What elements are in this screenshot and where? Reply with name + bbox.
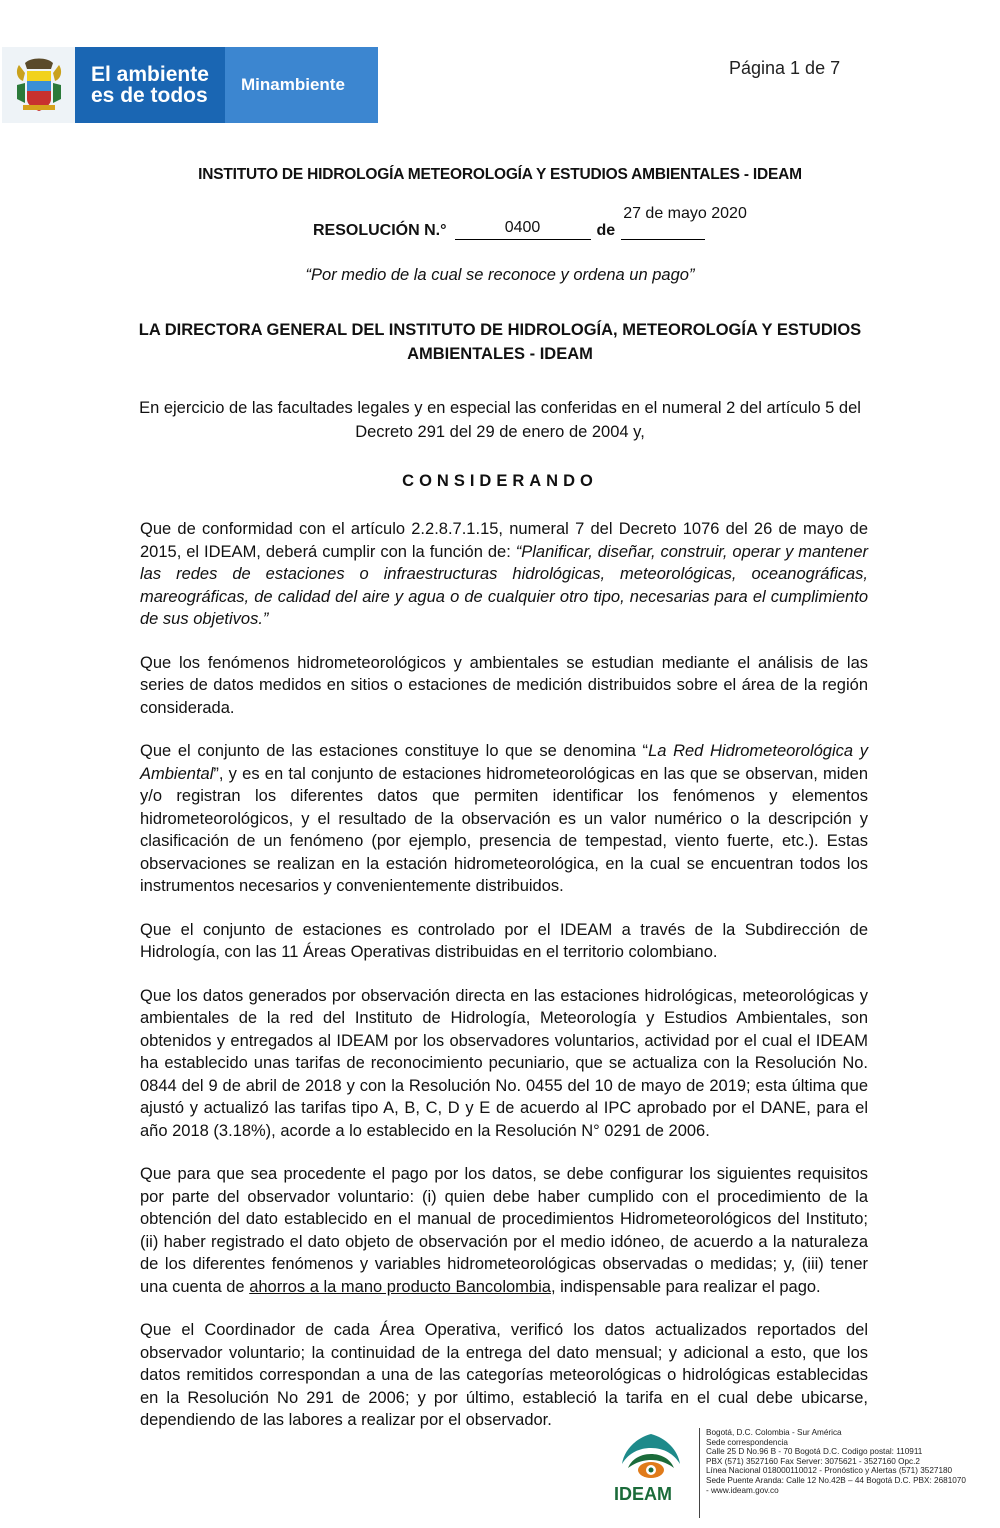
- considerando-heading: CONSIDERANDO: [402, 472, 598, 490]
- paragraph-7: Que el Coordinador de cada Área Operativa, verificó los datos actualizados reportados del observador voluntario; la continuidad de la entrega del dato mensual; y adicional a esto, que los datos remitidos correspondan a una de las categorías meteorológicas o hidrológicas establecidas en la Resolución No 291 de 2006; y por último, estableció la tarifa en el cual debe ubicarse, dependiendo de las labores a realizar por el observador.: [140, 1321, 868, 1429]
- footer-divider: [699, 1428, 700, 1518]
- ejercicio-text: [0, 396, 1000, 444]
- address-line: Sede correspondencia: [706, 1437, 788, 1447]
- paragraph-1: [140, 518, 868, 631]
- address-line: Bogotá, D.C. Colombia - Sur América: [706, 1428, 842, 1437]
- page-number: Página 1 de 7: [729, 58, 841, 78]
- ejercicio-line-1: En ejercicio de las facultades legales y en especial las conferidas en el numeral 2 del artículo 5 del: [139, 399, 861, 417]
- paragraph-6: [140, 1163, 868, 1298]
- paragraph-4: Que el conjunto de estaciones es controlado por el IDEAM a través de la Subdirección de Hidrología, con las 11 Áreas Operativas distribuidas en el territorio colombiano.: [140, 920, 868, 961]
- banner-line-1: El ambiente: [91, 63, 209, 86]
- directora-line-2: AMBIENTALES - IDEAM: [407, 345, 593, 363]
- directora-line-1: LA DIRECTORA GENERAL DEL INSTITUTO DE HIDROLOGÍA, METEOROLOGÍA Y ESTUDIOS: [138, 321, 862, 339]
- paragraph-5: Que los datos generados por observación directa en las estaciones hidrológicas, meteorológicas y ambientales de la red del Instituto de Hidrología, Meteorología y Estudios Ambientales, son obtenidos y entregados al IDEAM por los observadores voluntarios, actividad por el cual el IDEAM ha establecido unas tarifas de reconocimiento pecuniario, que se actualiza con la Resolución No. 0844 del 9 de abril de 2018 y con la Resolución No. 0455 del 10 de mayo de 2019; esta última que ajustó y actualizó las tarifas tipo A, B, C, D y E de acuerdo al IPC aprobado por el DANE, para el año 2018 (3.18%), acorde a lo establecido en la Resolución N° 0291 de 2006.: [140, 986, 868, 1140]
- resolution-date-value: 27 de mayo 2020: [623, 205, 747, 222]
- address-line: Línea Nacional 018000110012 - Pronóstico y Alertas (571) 3527180: [706, 1466, 953, 1476]
- directora-heading: [0, 318, 1000, 366]
- banner-slogan: [75, 47, 225, 123]
- resolution-label: RESOLUCIÓN N.°: [313, 222, 447, 239]
- resolution-motto: “Por medio de la cual se reconoce y ordena un pago”: [305, 266, 695, 284]
- ejercicio-line-2: Decreto 291 del 29 de enero de 2004 y,: [355, 423, 645, 441]
- paragraph-3-text-a: Que el conjunto de las estaciones constituye lo que se denomina “: [140, 742, 649, 760]
- paragraph-1-text: Que de conformidad con el artículo 2.2.8.7.1.15, numeral 7 del Decreto 1076 del 26 de mayo de 2015, el IDEAM, deberá cumplir con la función de:: [140, 520, 868, 561]
- address-line: Sede Puente Aranda: Calle 12 No.42B – 44 Bogotá D.C. PBX: 2681070: [706, 1475, 966, 1485]
- paragraph-6-text-c: , indispensable para realizar el pago.: [550, 1277, 821, 1296]
- ministry-label: Minambiente: [241, 75, 345, 94]
- paragraph-6-text-a: Que para que sea procedente el pago por los datos, se debe configurar los siguientes requisitos por parte del observador voluntario: (i) quien debe haber cumplido con el procedimiento de la obtención del dato establecido en el manual de procedimientos Hidrometeorológicos del Instituto; (ii) haber registrado el dato objeto de observación por el medio idóneo, de acuerdo a la naturaleza de los diferentes fenómenos y variables hidrometeorológicas observadas o medidas; y, (iii) tener una cuenta de: [140, 1165, 868, 1296]
- considerando-body: [140, 518, 868, 1453]
- institute-title: INSTITUTO DE HIDROLOGÍA METEOROLOGÍA Y ESTUDIOS AMBIENTALES - IDEAM: [198, 166, 802, 183]
- paragraph-6-underlined: ahorros a la mano producto Bancolombia: [249, 1277, 551, 1296]
- address-line: - www.ideam.gov.co: [706, 1485, 779, 1495]
- banner-line-2: es de todos: [91, 84, 208, 107]
- paragraph-1-quote: “Planificar, diseñar, construir, operar y mantener las redes de estaciones o infraestructuras hidrológicas, meteorológicas, oceanográficas, mareográficas, de calidad del aire y agua o de cualquier otro tipo, necesarias para el cumplimiento de sus objetivos.”: [140, 542, 868, 628]
- footer-address: [706, 1428, 966, 1495]
- crest-container: [2, 47, 75, 123]
- resolution-line: [313, 205, 747, 240]
- header-banner: [2, 47, 378, 123]
- ideam-logo-text: IDEAM: [614, 1484, 672, 1504]
- resolution-date: [621, 205, 747, 240]
- address-line: PBX (571) 3527160 Fax Server: 3075621 - 3527160 Opc.2: [706, 1456, 920, 1466]
- resolution-number: [455, 219, 591, 240]
- address-line: Calle 25 D No.96 B - 70 Bogotá D.C. Codigo postal: 110911: [706, 1447, 923, 1457]
- resolution-number-value: 0400: [504, 219, 541, 236]
- banner-ministry: [225, 47, 378, 123]
- paragraph-3: [140, 740, 868, 898]
- paragraph-3-italic: La Red Hidrometeorológica y Ambiental: [140, 742, 868, 783]
- paragraph-2: Que los fenómenos hidrometeorológicos y ambientales se estudian mediante el análisis de las series de datos medidos en sitios o estaciones de medición distribuidos sobre el área de la región considerada.: [140, 653, 868, 717]
- paragraph-3-text-c: ”, y es en tal conjunto de estaciones hidrometeorológicas en las que se observan, miden y/o registran los diferentes datos que permiten identificar los fenómenos y elementos hidrometeorológicos, y el resultado de la observación es un valor numérico o la descripción y clasificación de un fenómeno (por ejemplo, presencia de tempestad, viento fuerte, etc.). Estas observaciones se realizan en la estación hidrometeorológica, en la cual se encuentran todos los instrumentos necesarios y convenientemente distribuidos.: [140, 764, 868, 895]
- resolution-de: de: [596, 222, 616, 239]
- colombia-coat-of-arms-icon: [11, 55, 67, 115]
